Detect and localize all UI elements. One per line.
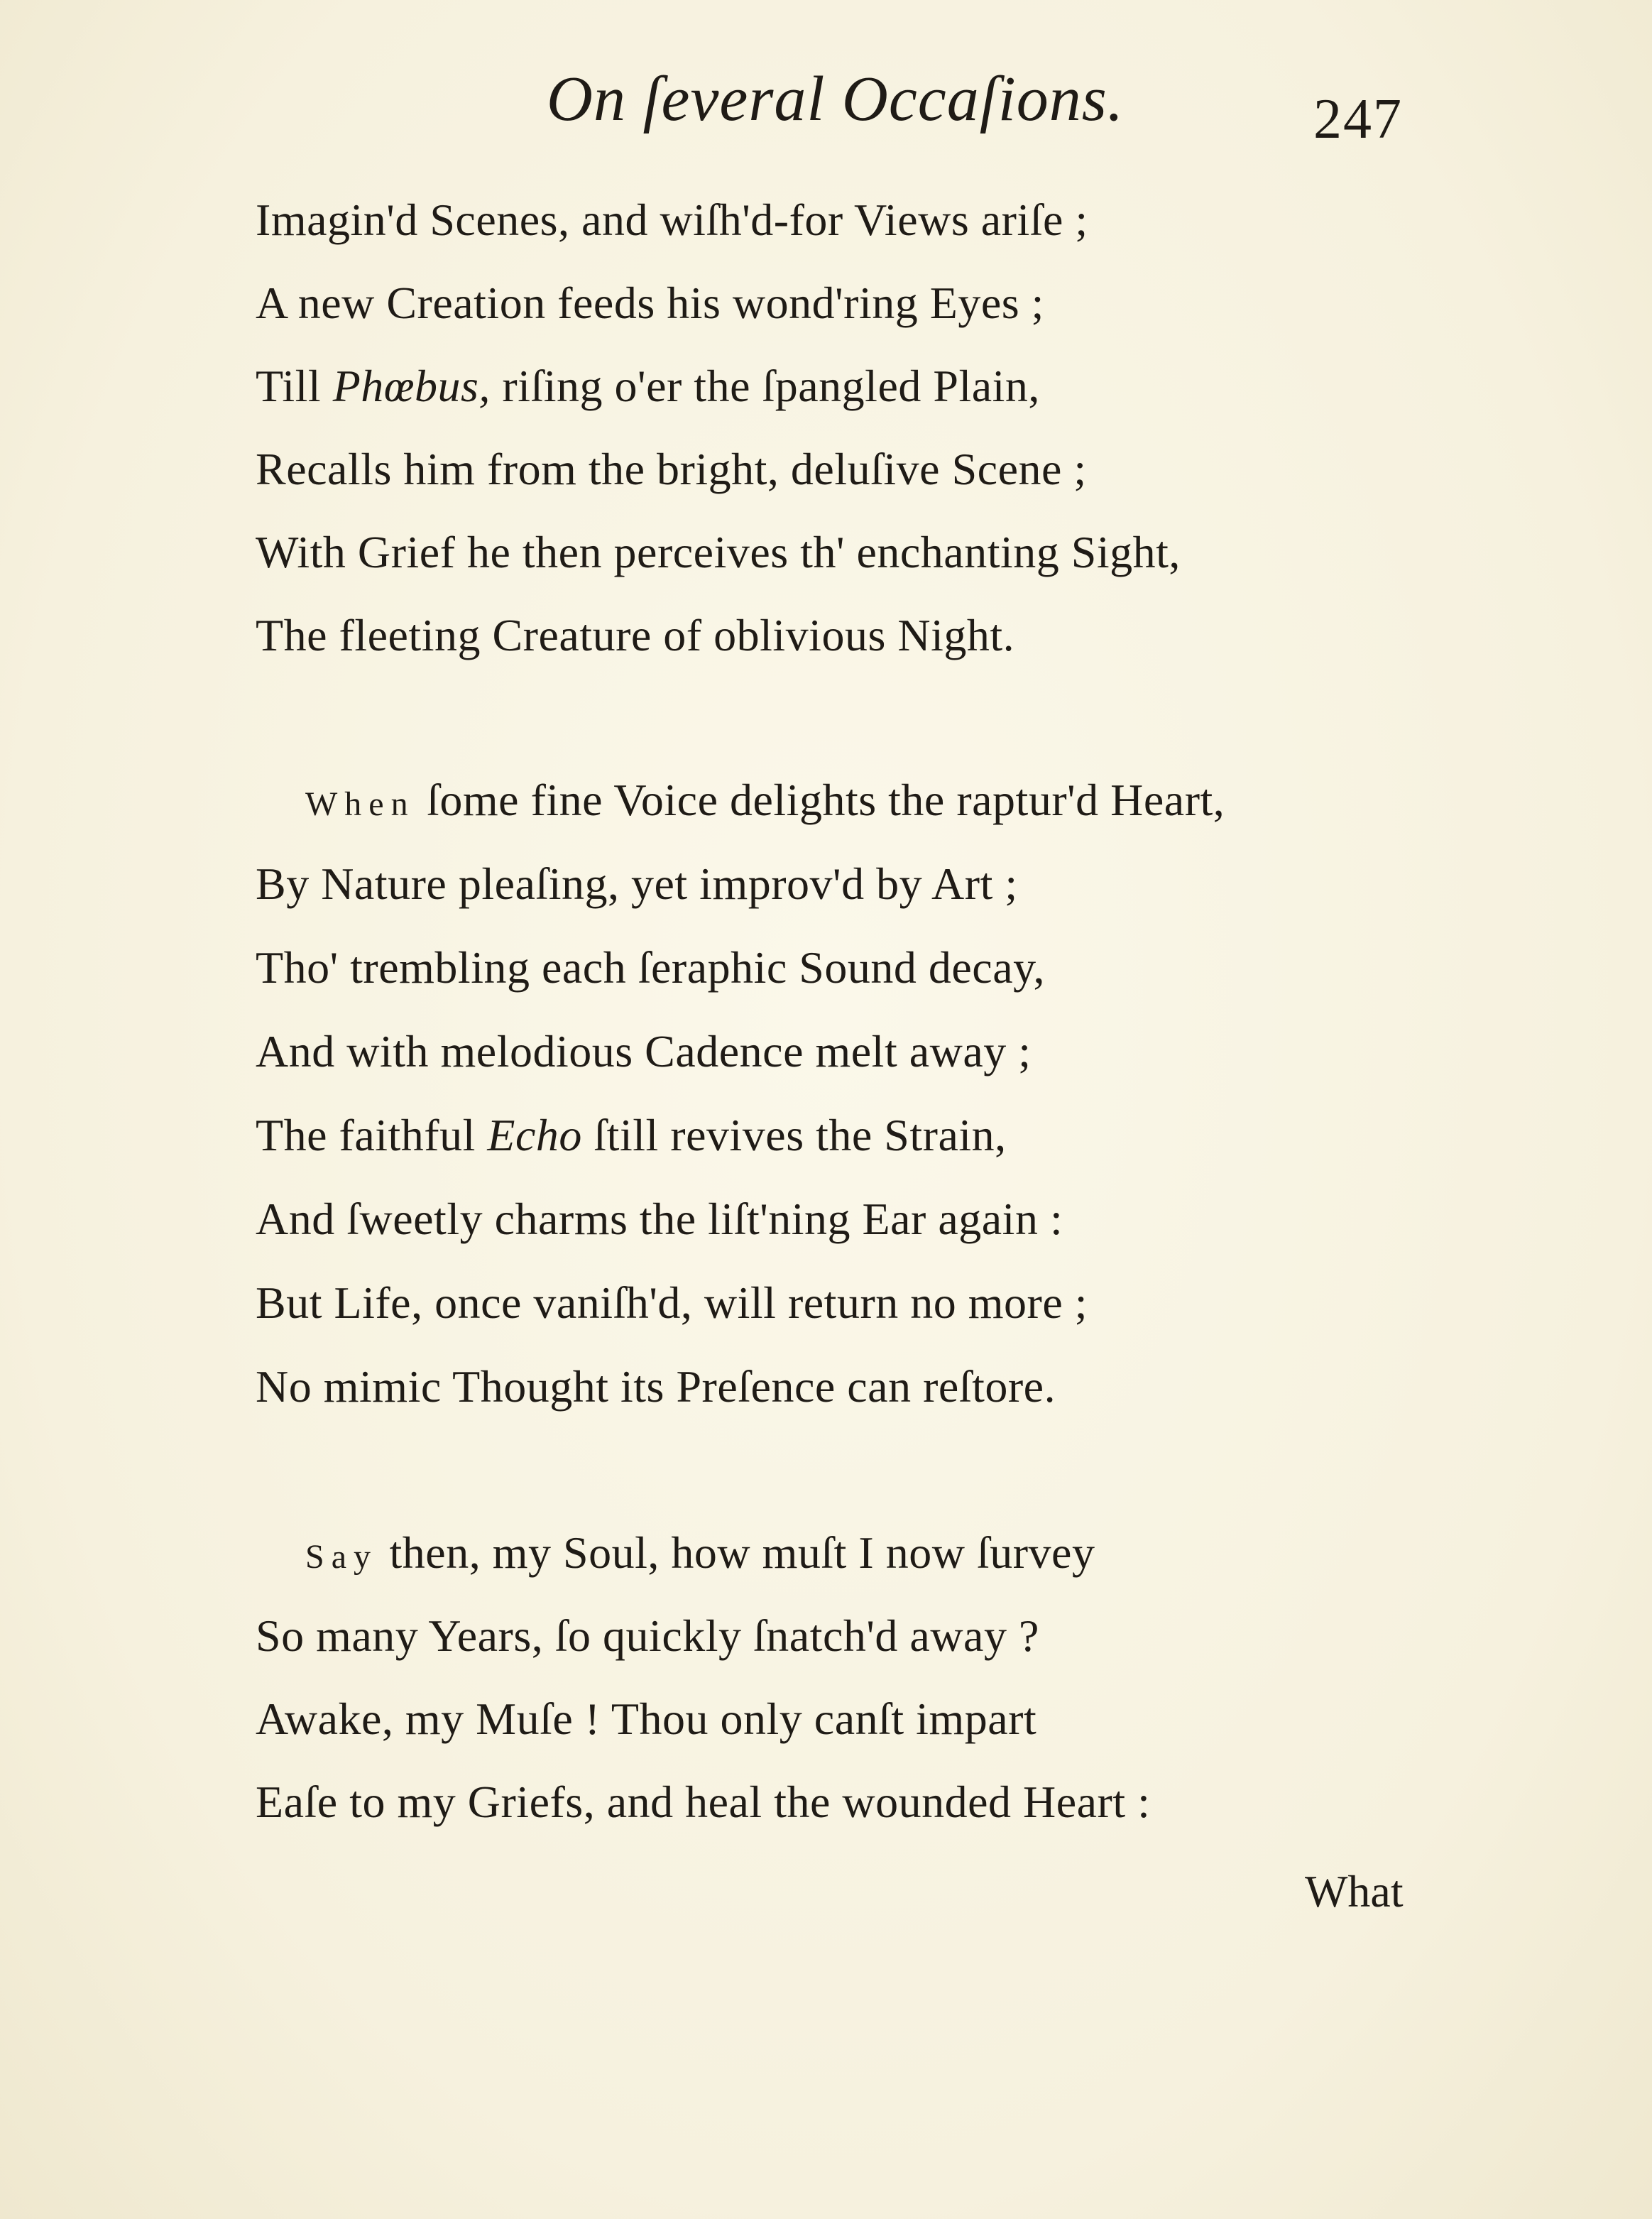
poem-line: Tho' trembling each ſeraphic Sound decay, <box>256 942 1045 993</box>
poem-line <box>305 1527 1095 1578</box>
page-number: 247 <box>1313 88 1403 151</box>
poem-line: With Grief he then perceives th' enchanting Sight, <box>256 527 1181 577</box>
poem-line: And with melodious Cadence melt away ; <box>256 1026 1032 1076</box>
poem-line <box>305 775 1225 825</box>
poem-line: Imagin'd Scenes, and wiſh'd-for Views ariſe ; <box>256 195 1088 245</box>
poem-line: A new Creation feeds his wond'ring Eyes ; <box>256 278 1044 328</box>
poem-line: Recalls him from the bright, deluſive Scene ; <box>256 444 1087 494</box>
poem-line: The fleeting Creature of oblivious Night. <box>256 610 1015 660</box>
line-text: then, my Soul, how muſt I now ſurvey <box>378 1527 1095 1578</box>
poem-line: Awake, my Muſe ! Thou only canſt impart <box>256 1694 1037 1744</box>
poem-line <box>256 1110 1007 1160</box>
line-text: riſing o'er the ſpangled Plain, <box>490 361 1040 411</box>
poem-line: And ſweetly charms the liſt'ning Ear again : <box>256 1194 1063 1244</box>
line-text: Till <box>256 361 333 411</box>
poem-line: No mimic Thought its Preſence can reſtore. <box>256 1361 1056 1412</box>
running-head-title: On ſeveral Occaſions. <box>547 64 1125 134</box>
poem-line: But Life, once vaniſh'd, will return no more ; <box>256 1277 1088 1328</box>
poem-line: Eaſe to my Griefs, and heal the wounded Heart : <box>256 1777 1151 1827</box>
small-caps-word: Say <box>305 1538 378 1576</box>
line-text: ſome fine Voice delights the raptur'd Heart, <box>415 775 1225 825</box>
italic-name: Echo <box>487 1110 582 1160</box>
line-text: ſtill revives the Strain, <box>581 1110 1007 1160</box>
small-caps-word: When <box>305 785 415 823</box>
poem-line: So many Years, ſo quickly ſnatch'd away ? <box>256 1610 1039 1661</box>
line-text: The faithful <box>256 1110 488 1160</box>
italic-name: Phœbus, <box>332 361 491 411</box>
catchword: What <box>1305 1866 1404 1917</box>
poem-line <box>256 361 1040 411</box>
poem-line: By Nature pleaſing, yet improv'd by Art ; <box>256 858 1018 909</box>
